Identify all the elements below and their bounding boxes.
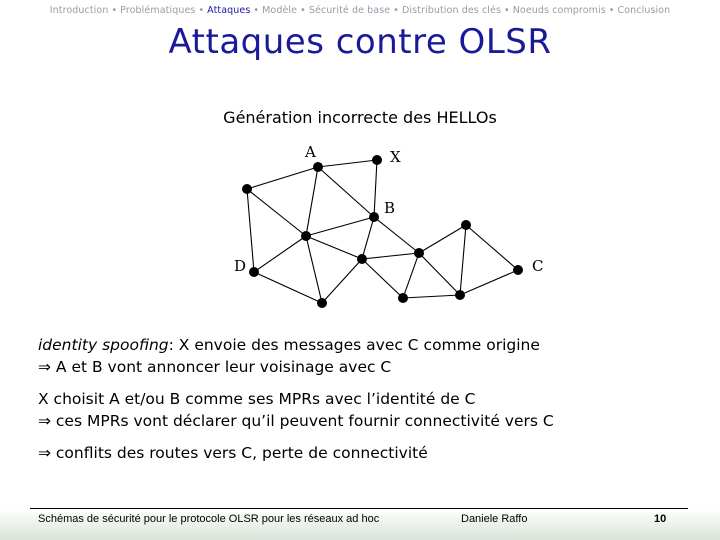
nav-item-conclusion[interactable]: Conclusion	[617, 5, 671, 16]
node-mid	[357, 254, 367, 264]
diagram-subtitle: Génération incorrecte des HELLOs	[223, 108, 497, 127]
identity-spoofing-term: identity spoofing	[38, 336, 169, 354]
nav-separator: •	[253, 5, 260, 16]
body-line-4: ⇒ ces MPRs vont déclarer qu’il peuvent fournir connectivité vers C	[38, 412, 554, 430]
nav-separator: •	[300, 5, 306, 16]
node-mid-right	[414, 248, 424, 258]
nav-separator: •	[111, 5, 118, 16]
slide-title: Attaques contre OLSR	[168, 22, 552, 62]
node-label-c: C	[532, 257, 544, 275]
node-label-x: X	[390, 148, 401, 166]
nav-separator: •	[198, 5, 205, 16]
node-bottom-mid	[398, 293, 408, 303]
body-line-5: ⇒ conflits des routes vers C, perte de connectivité	[38, 444, 428, 462]
nav-separator: •	[504, 5, 510, 16]
node-x	[372, 155, 382, 165]
footer-divider	[30, 508, 688, 509]
nav-item-modele[interactable]: Modèle	[262, 5, 298, 16]
body-line-2: ⇒ A et B vont annoncer leur voisinage avec C	[38, 358, 392, 376]
body-line-1	[38, 335, 540, 355]
node-center	[301, 231, 311, 241]
node-right-top	[461, 220, 471, 230]
node-bottom-left	[317, 298, 327, 308]
node-c	[513, 265, 523, 275]
node-label-a: A	[305, 143, 316, 161]
footer-page-number: 10	[654, 513, 667, 525]
node-d	[249, 267, 259, 277]
footer-author: Daniele Raffo	[461, 513, 528, 525]
network-edges	[247, 160, 518, 303]
body-line-1-rest: : X envoie des messages avec C comme origine	[168, 336, 540, 354]
node-bottom-right	[455, 290, 465, 300]
nav-item-distribution-des-cles[interactable]: Distribution des clés	[401, 5, 501, 16]
node-label-b: B	[384, 199, 396, 217]
nav-item-introduction[interactable]: Introduction	[49, 5, 109, 16]
node-b	[369, 212, 379, 222]
nav-item-securite-de-base[interactable]: Sécurité de base	[308, 5, 391, 16]
nav-item-noeuds-compromis[interactable]: Noeuds compromis	[512, 5, 606, 16]
body-line-3: X choisit A et/ou B comme ses MPRs avec l’identité de C	[38, 390, 476, 408]
nav-separator: •	[393, 5, 399, 16]
footer-presentation-title: Schémas de sécurité pour le protocole OLSR pour les réseaux ad hoc	[38, 513, 380, 525]
nav-item-problematiques[interactable]: Problématiques	[120, 5, 196, 16]
nav-separator: •	[608, 5, 615, 16]
nav-item-attaques[interactable]: Attaques	[207, 5, 251, 16]
node-label-d: D	[234, 257, 247, 275]
node-a	[313, 162, 323, 172]
node-left-top	[242, 184, 252, 194]
